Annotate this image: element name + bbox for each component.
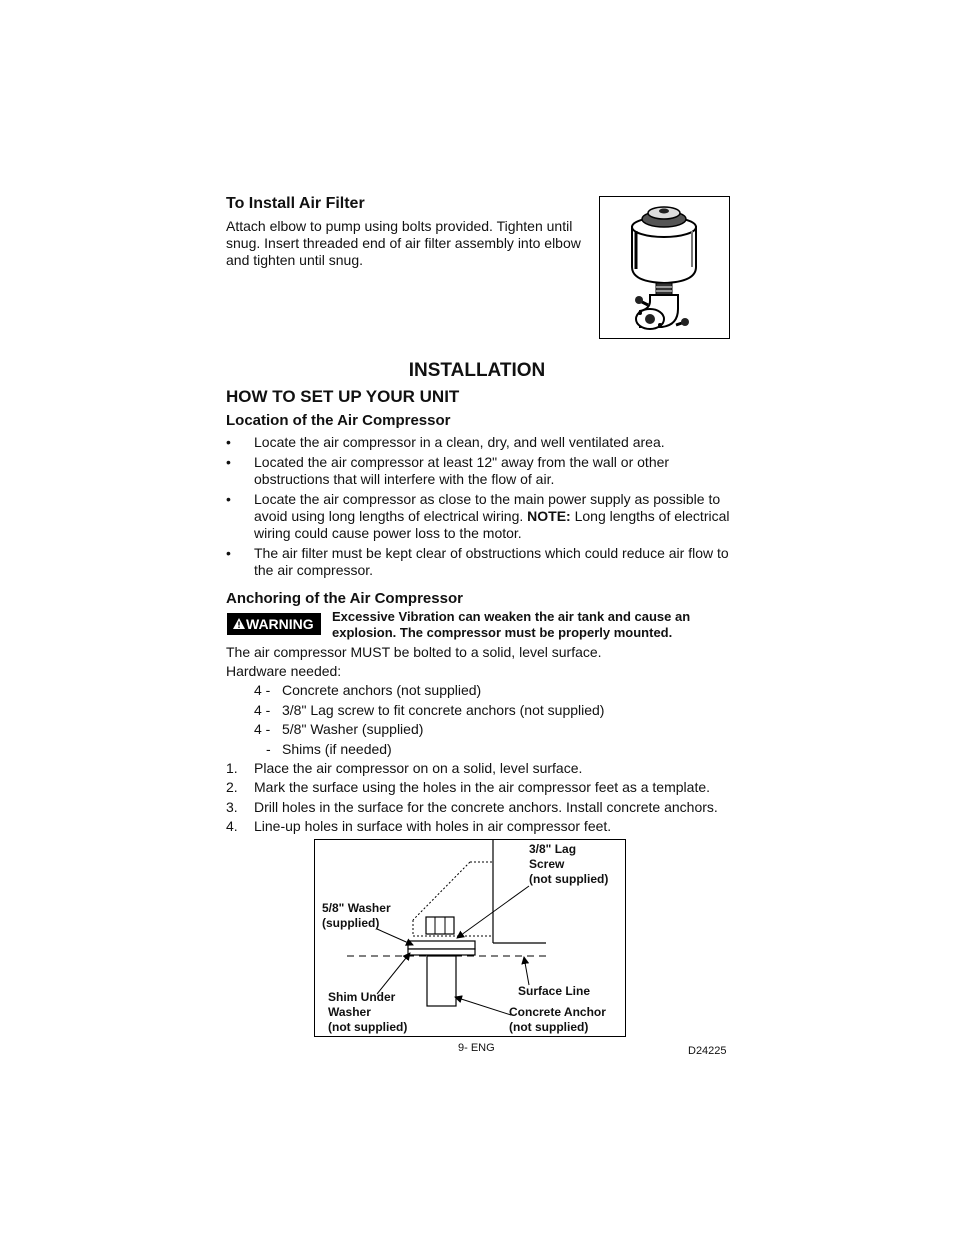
step-number: 4.: [226, 818, 238, 834]
hardware-item: [254, 721, 424, 738]
bullet-icon: •: [226, 454, 231, 470]
location-heading: Location of the Air Compressor: [226, 412, 451, 429]
mounting-diagram: [314, 839, 626, 1037]
warning-label: WARNING: [246, 616, 314, 632]
hardware-qty: 4 -: [254, 702, 271, 718]
lag-screw-head: [426, 917, 454, 934]
concrete-anchor: [427, 956, 456, 1006]
bullet-icon: •: [226, 545, 231, 561]
step-text: Mark the surface using the holes in the air compressor feet as a template.: [254, 779, 711, 795]
bullet-text: Located the air compressor at least 12" away from the wall or other obstructions that will interfere with the flow of air.: [254, 454, 670, 487]
warning-text: Excessive Vibration can weaken the air tank and cause an explosion. The compressor must be properly mounted.: [332, 609, 691, 640]
list-item: [226, 434, 736, 451]
anchoring-heading: Anchoring of the Air Compressor: [226, 590, 463, 607]
note-text: Long lengths of electrical wiring could cause power loss to the motor.: [254, 508, 730, 541]
step-number: 1.: [226, 760, 238, 776]
bullet-icon: •: [226, 434, 231, 450]
warning-triangle-icon: [233, 618, 245, 629]
concrete-anchor-label: Concrete Anchor (not supplied): [509, 1005, 606, 1034]
note-label: NOTE:: [527, 508, 571, 524]
washer: [408, 941, 475, 949]
surface-line-label: Surface Line: [518, 984, 591, 998]
hardware-item: [266, 741, 392, 758]
bullet-text: The air filter must be kept clear of obstructions which could reduce air flow to the air compressor.: [254, 545, 729, 578]
air-filter-heading: To Install Air Filter: [226, 195, 365, 212]
page-number: 9- ENG: [458, 1042, 495, 1054]
step-text: Drill holes in the surface for the concrete anchors. Install concrete anchors.: [254, 799, 718, 815]
hardware-desc: Shims (if needed): [282, 741, 392, 757]
air-filter-instructions: Attach elbow to pump using bolts provided. Tighten until snug. Insert threaded end of air filter assembly into elbow and tighten until snug.: [226, 218, 581, 268]
list-item: [226, 491, 736, 542]
hardware-qty: 4 -: [254, 682, 271, 698]
step-number: 2.: [226, 779, 238, 795]
hardware-needed-label: Hardware needed:: [226, 663, 342, 679]
hardware-qty: -: [266, 741, 271, 757]
list-item: [226, 454, 736, 488]
lag-screw-label: 3/8" Lag Screw (not supplied): [529, 842, 609, 886]
set-up-heading: HOW TO SET UP YOUR UNIT: [226, 387, 460, 406]
must-bolt-text: The air compressor MUST be bolted to a solid, level surface.: [226, 644, 602, 660]
hardware-item: [254, 702, 605, 719]
step-text: Line-up holes in surface with holes in air compressor feet.: [254, 818, 612, 834]
shim: [408, 949, 475, 955]
hardware-desc: Concrete anchors (not supplied): [282, 682, 482, 698]
bullet-text: [254, 491, 736, 542]
foot-dotted-slope: [413, 862, 470, 920]
document-code: D24225: [688, 1045, 727, 1057]
installation-title: INSTALLATION: [408, 360, 546, 381]
bullet-icon: •: [226, 491, 231, 507]
hardware-desc: 5/8" Washer (supplied): [282, 721, 424, 737]
step-text: Place the air compressor on on a solid, level surface.: [254, 760, 583, 776]
step-number: 3.: [226, 799, 238, 815]
shim-label: Shim Under Washer (not supplied): [328, 990, 408, 1034]
air-filter-illustration: [599, 196, 730, 339]
warning-badge: [227, 613, 321, 635]
bullet-text: Locate the air compressor in a clean, dry, and well ventilated area.: [254, 434, 665, 450]
bullet-main-text: Locate the air compressor as close to the main power supply as possible to avoid using long lengths of electrical wiring.: [254, 491, 721, 524]
hardware-qty: 4 -: [254, 721, 271, 737]
hardware-desc: 3/8" Lag screw to fit concrete anchors (not supplied): [282, 702, 605, 718]
list-item: [226, 545, 736, 579]
hardware-item: [254, 682, 482, 699]
washer-label: 5/8" Washer (supplied): [322, 901, 391, 930]
